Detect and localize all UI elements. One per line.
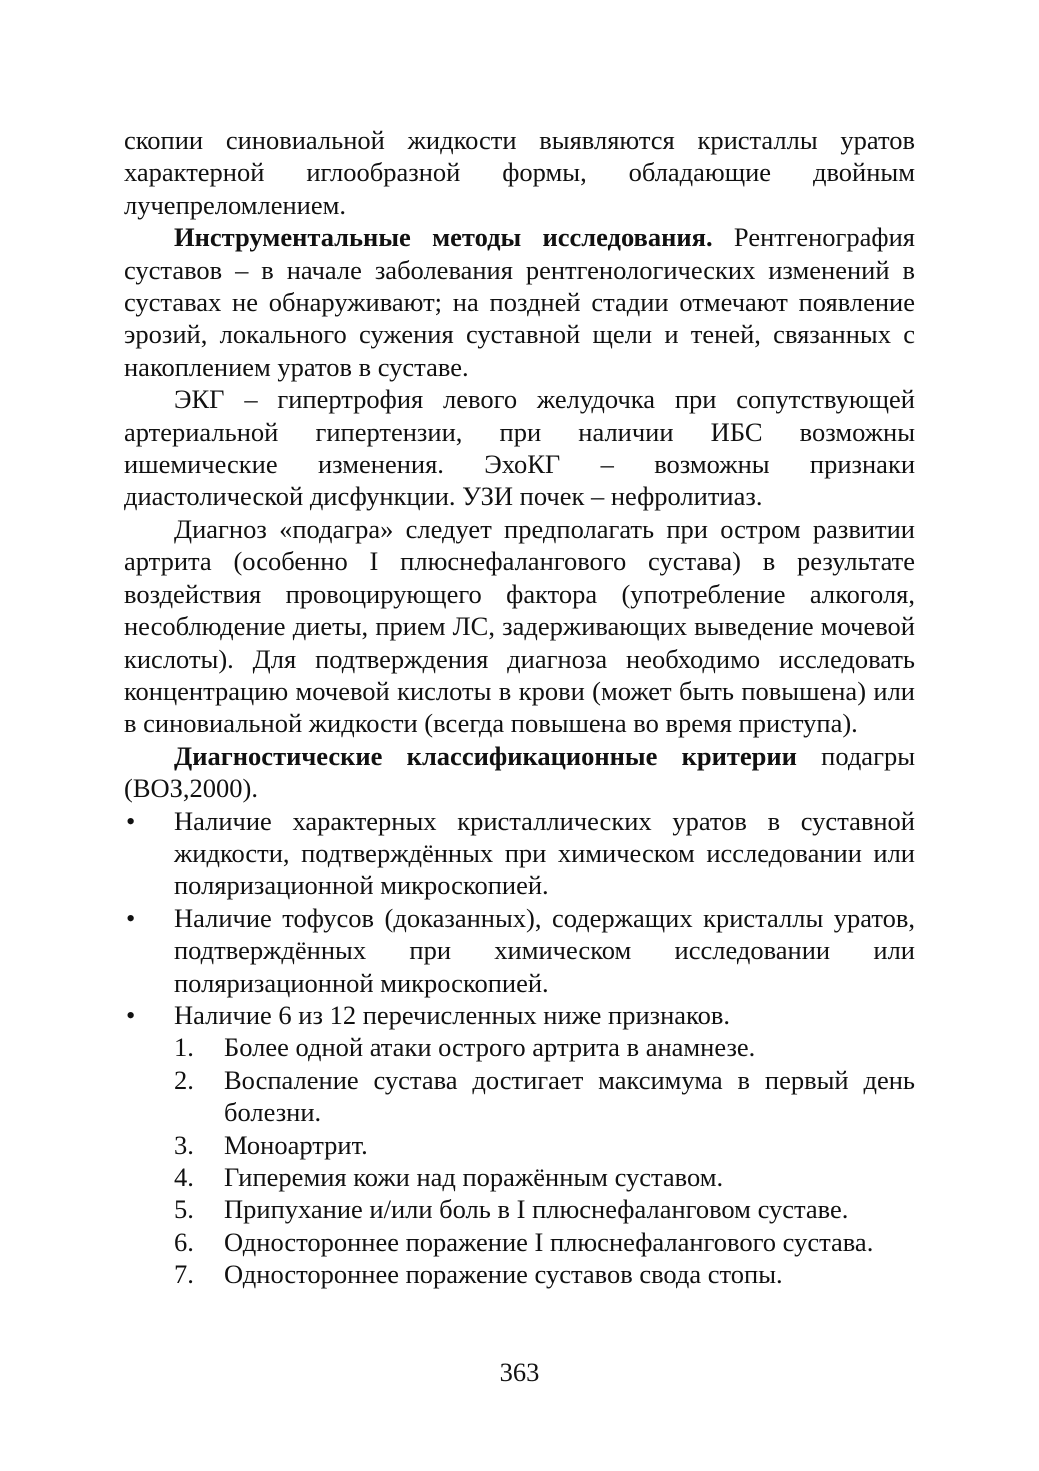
heading-instrumental-methods: Инструментальные методы исследования. [174,222,713,253]
criteria-item-text: Более одной атаки острого артрита в анамнезе. [224,1032,756,1063]
criteria-item-number: 3. [174,1129,194,1160]
criteria-item-number: 5. [174,1194,194,1225]
criteria-item-text: Одностороннее поражение суставов свода стопы. [224,1259,783,1290]
paragraph-instrumental-methods [124,221,915,383]
criteria-item [124,1258,915,1290]
paragraph-diagnosis: Диагноз «подагра» следует предполагать при остром развитии артрита (особенно I плюснефалангового сустава) в результате воздействия провоцирующего фактора (употребление алкоголя, несоблюдение диеты, прием ЛС, задерживающих выведение мочевой кислоты). Для подтверждения диагноза необходимо исследовать концентрацию мочевой кислоты в крови (может быть повышена) или в синовиальной жидкости (всегда повышена во время приступа). [124,513,915,739]
criteria-item [124,1129,915,1161]
criteria-item [124,1226,915,1258]
heading-diagnostic-criteria: Диагностические классификационные критерии [174,740,797,771]
bullet-item: • Наличие 6 из 12 перечисленных ниже признаков. [124,999,915,1031]
criteria-item-number: 1. [174,1032,194,1063]
criteria-item-text: Одностороннее поражение I плюснефалангового сустава. [224,1226,874,1257]
criteria-item-number: 6. [174,1226,194,1257]
bullet-item: • Наличие тофусов (доказанных), содержащих кристаллы уратов, подтверждённых при химическом исследовании или поляризационной микроскопией. [124,902,915,999]
criteria-item-number: 7. [174,1259,194,1290]
instrumental-methods-text: Рентгенография суставов – в начале заболевания рентгенологических изменений в суставах не обнаруживают; на поздней стадии отмечают появление эрозий, локального сужения суставной щели и теней, связанных с накоплением уратов в суставе. [124,222,915,382]
criteria-item [124,1064,915,1129]
paragraph-synovial-microscopy: скопии синовиальной жидкости выявляются кристаллы уратов характерной иглообразной формы, обладающие двойным лучепреломлением. [124,125,915,220]
paragraph-ecg: ЭКГ – гипертрофия левого желудочка при сопутствующей артериальной гипертензии, при наличии ИБС возможны ишемические изменения. ЭхоКГ – возможны признаки диастолической дисфункции. УЗИ почек – нефролитиаз. [124,384,915,512]
criteria-item [124,1031,915,1063]
criteria-item-text: Гиперемия кожи над поражённым суставом. [224,1162,724,1192]
page-number: 363 [499,1357,540,1387]
criteria-item-text: Моноартрит. [224,1129,368,1160]
criteria-numbered-list [124,1031,915,1290]
criteria-item-text: Воспаление сустава достигает максимума в первый день болезни. [224,1064,915,1128]
criteria-item [124,1193,915,1225]
criteria-item-number: 4. [174,1162,194,1192]
criteria-intro-text: подагры (ВОЗ,2000). [124,740,915,804]
page-body [124,124,915,1291]
criteria-item [124,1161,915,1193]
criteria-bullet-list [124,805,915,1032]
criteria-item-number: 2. [174,1064,194,1095]
bullet-item: • Наличие характерных кристаллических уратов в суставной жидкости, подтверждённых при химическом исследовании или поляризационной микроскопией. [124,805,915,902]
paragraph-criteria-intro [124,740,915,805]
criteria-item-text: Припухание и/или боль в I плюснефаланговом суставе. [224,1194,849,1225]
